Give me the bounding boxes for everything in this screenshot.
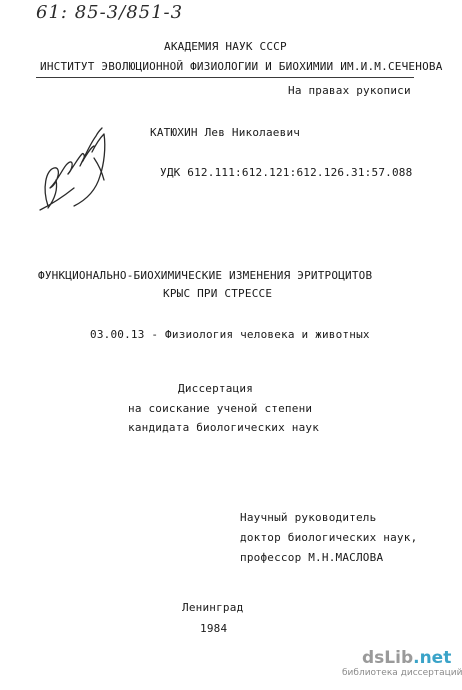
dissertation-title-line-1: ФУНКЦИОНАЛЬНО-БИОХИМИЧЕСКИЕ ИЗМЕНЕНИЯ ЭРИТРОЦИТОВ — [38, 269, 373, 282]
year: 1984 — [200, 622, 228, 635]
rights-note: На правах рукописи — [288, 84, 411, 97]
author-name: КАТЮХИН Лев Николаевич — [150, 126, 301, 139]
handwritten-signature — [34, 118, 116, 218]
dslib-logo — [362, 648, 451, 668]
degree-name: кандидата биологических наук — [128, 421, 320, 434]
supervisor-name: профессор М.Н.МАСЛОВА — [240, 551, 384, 564]
institute-heading: ИНСТИТУТ ЭВОЛЮЦИОННОЙ ФИЗИОЛОГИИ И БИОХИМИИ ИМ.И.М.СЕЧЕНОВА — [40, 60, 443, 73]
header-underline — [36, 77, 414, 78]
city: Ленинград — [182, 601, 244, 614]
supervisor-label: Научный руководитель — [240, 511, 377, 524]
dissertation-title-line-2: КРЫС ПРИ СТРЕССЕ — [163, 287, 273, 300]
dslib-watermark — [342, 648, 462, 682]
archive-code: 61: 85-3/851-3 — [36, 2, 184, 23]
academy-heading: АКАДЕМИЯ НАУК СССР — [164, 40, 287, 53]
watermark-subtitle: библиотека диссертаций — [342, 668, 462, 678]
document-type: Диссертация — [178, 382, 254, 395]
logo-suffix: .net — [413, 648, 452, 668]
degree-purpose: на соискание ученой степени — [128, 402, 313, 415]
supervisor-degree: доктор биологических наук, — [240, 531, 418, 544]
specialty-code: 03.00.13 - Физиология человека и животных — [90, 328, 370, 341]
udk-code: УДК 612.111:612.121:612.126.31:57.088 — [160, 166, 413, 179]
logo-main: dsLib — [362, 648, 414, 668]
